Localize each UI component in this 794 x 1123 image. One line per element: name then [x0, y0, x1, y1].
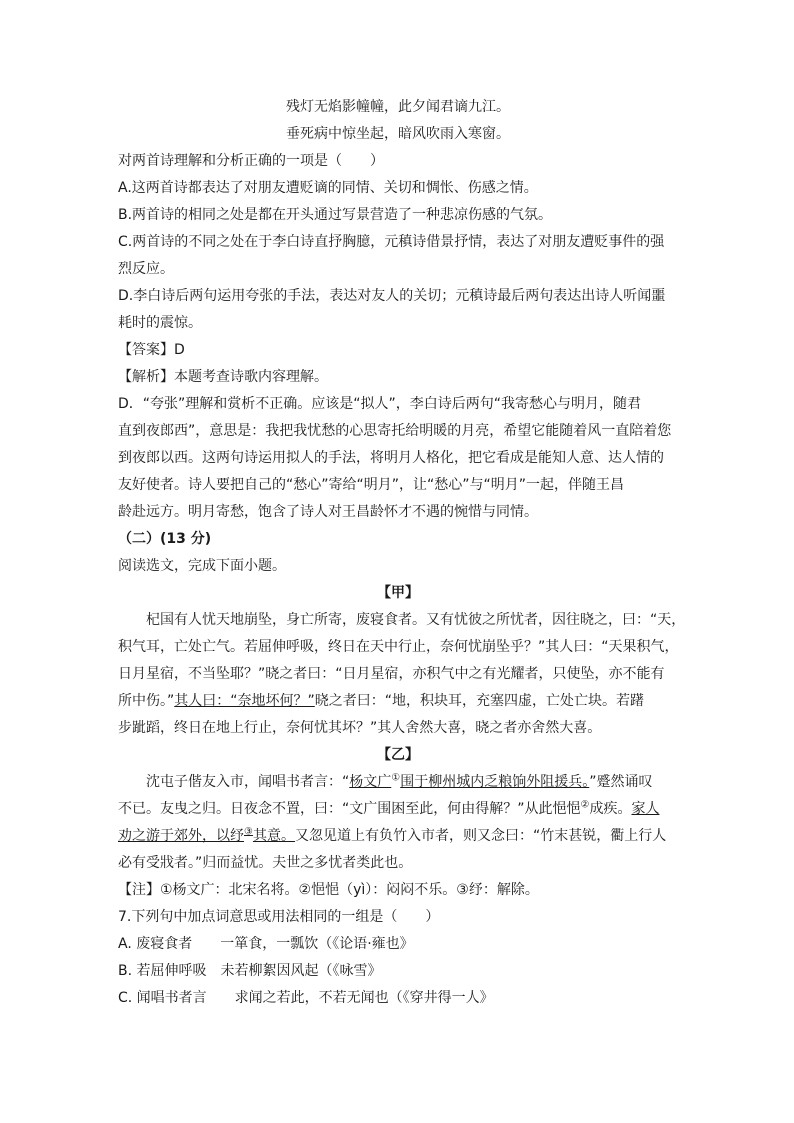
- analysis-line-3: 到夜郎以西。这两句诗运用拟人的手法，将明月人格化，把它看成是能知人意、达人情的: [118, 450, 664, 466]
- yi-underlined-text: 劝之游于郊外，以纾: [118, 828, 244, 844]
- yi-text: 沈屯子偕友入市，闻唱书者言：“: [146, 774, 350, 790]
- note-marker-1: ①: [391, 772, 401, 784]
- yi-text: 又忽见道上有负竹入市者，则又念曰：“竹末甚锐，衢上行人: [294, 828, 667, 844]
- question-6-option-b: B.两首诗的相同之处是都在开头通过写景营造了一种悲凉伤感的气氛。: [118, 207, 553, 223]
- passage-jia-line-5: 步跐蹈，终日在地上行止，奈何忧其坏？”其人舍然大喜，晓之者亦舍然大喜。: [118, 720, 602, 736]
- passage-yi-title: 【乙】: [377, 747, 419, 763]
- passage-yi-line-1: [118, 769, 678, 796]
- section-2-instruction: 阅读选文，完成下面小题。: [118, 558, 286, 574]
- poem-line-1: 残灯无焰影幢幢，此夕闻君谪九江。: [286, 99, 510, 115]
- analysis-line-5: 龄赴远方。明月寄愁，饱含了诗人对王昌龄怀才不遇的惋惜与同情。: [118, 504, 538, 520]
- question-7-option-c: C. 闻唱书者言 求闻之若此，不若无闻也（《穿井得一人》: [118, 990, 494, 1006]
- yi-underlined-text: 其意。: [252, 828, 295, 844]
- jia-text: 晓之者曰：“地，积块耳，充塞四虚，亡处亡块。若躇: [314, 693, 645, 709]
- question-6-option-d-line-2: 耗时的震惊。: [118, 315, 202, 331]
- passage-jia-line-1: 杞国有人忧天地崩坠，身亡所寄，废寝食者。又有忧彼之所忧者，因往晓之，曰：“天，: [146, 612, 686, 628]
- analysis-line-2: 直到夜郎西”，意思是：我把我忧愁的心思寄托给明暖的月亮，希望它能随着风一直陪着您: [118, 423, 672, 439]
- question-6-option-c-line-2: 烈反应。: [118, 261, 174, 277]
- yi-underlined-sentence: 围于柳州城内乏粮饷外阻援兵。: [400, 774, 590, 790]
- note-marker-3: ③: [244, 826, 253, 838]
- question-7-stem: 7.下列句中加点词意思或用法相同的一组是（ ）: [118, 909, 440, 925]
- jia-underlined-sentence: 其人曰：“奈地坏何？”: [174, 693, 315, 709]
- yi-underlined-text: 杨文广: [349, 774, 392, 790]
- section-2-heading: （二）(13 分): [118, 531, 212, 547]
- document-content: [118, 94, 686, 1012]
- question-6-option-a: A.这两首诗都表达了对朋友遭贬谪的同情、关切和惆怅、伤感之情。: [118, 180, 538, 196]
- jia-text: 所中伤。”: [118, 693, 175, 709]
- passage-yi-line-3: [118, 823, 678, 850]
- poem-line-2: 垂死病中惊坐起，暗风吹雨入寒窗。: [286, 126, 510, 142]
- passage-yi-line-2: [118, 796, 678, 823]
- answer-label: 【答案】D: [118, 342, 185, 358]
- yi-text: 成疾。: [589, 801, 632, 817]
- analysis-line-1: D．“夸张”理解和赏析不正确。应该是“拟人”，李白诗后两句“我寄愁心与明月，随君: [118, 396, 642, 412]
- analysis-heading: 【解析】本题考查诗歌内容理解。: [118, 369, 328, 385]
- annotation-notes: 【注】①杨文广：北宋名将。②悒悒（yì）：闷闷不乐。③纾：解除。: [118, 882, 539, 898]
- question-7-option-a: A. 废寝食者 一箪食，一瓢饮（《论语·雍也》: [118, 936, 414, 952]
- yi-text: ”蹙然诵叹: [589, 774, 653, 790]
- yi-text: 不已。友曳之归。日夜念不置，曰：“文广围困至此，何由得解？”从此悒悒: [118, 801, 581, 817]
- question-6-option-d-line-1: D.李白诗后两句运用夸张的手法，表达对友人的关切；元稹诗最后两句表达出诗人听闻噩: [118, 288, 666, 304]
- question-6-stem: 对两首诗理解和分析正确的一项是（ ）: [118, 153, 384, 169]
- question-6-option-c-line-1: C.两首诗的不同之处在于李白诗直抒胸臆，元稹诗借景抒情，表达了对朋友遭贬事件的强: [118, 234, 665, 250]
- question-7-option-b: B. 若屈伸呼吸 未若柳絮因风起（《咏雪》: [118, 963, 382, 979]
- passage-jia-line-2: 积气耳，亡处亡气。若屈伸呼吸，终日在天中行止，奈何忧崩坠乎？”其人曰：“天果积气，: [118, 639, 679, 655]
- passage-yi-line-4: 必有受戕者。”归而益忧。夫世之多忧者类此也。: [118, 855, 413, 871]
- passage-jia-line-3: 日月星宿，不当坠耶？”晓之者曰：“日月星宿，亦积气中之有光耀者，只使坠，亦不能有: [118, 666, 665, 682]
- passage-jia-line-4: [118, 688, 678, 715]
- yi-underlined-text: 家人: [631, 801, 660, 817]
- analysis-line-4: 友好使者。诗人要把自己的“愁心”寄给“明月”，让“愁心”与“明月”一起，伴随王昌: [118, 477, 625, 493]
- passage-jia-title: 【甲】: [377, 585, 419, 601]
- note-marker-2: ②: [580, 799, 590, 811]
